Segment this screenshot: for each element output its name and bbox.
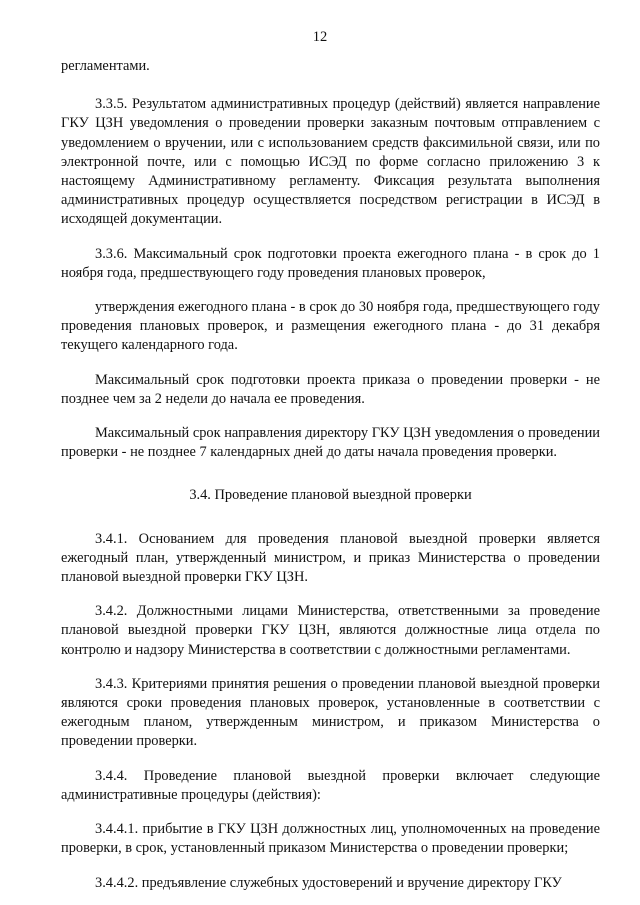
paragraph-3-4-2: 3.4.2. Должностными лицами Министерства, ответственными за проведение плановой выездной проверки ГКУ ЦЗН, являются должностные лица отдела по контролю и надзору Министерства в соответствии с должностными регламентами. bbox=[61, 603, 600, 658]
paragraph-3-4-4: 3.4.4. Проведение плановой выездной проверки включает следующие административные процедуры (действия): bbox=[61, 767, 600, 803]
paragraph-approval-deadline: утверждения ежегодного плана - в срок до 30 ноября года, предшествующего году проведения плановых проверок, и размещения ежегодного плана - до 31 декабря текущего календарного года. bbox=[61, 299, 600, 354]
page-number: 12 bbox=[312, 29, 328, 45]
paragraph-3-4-1: 3.4.1. Основанием для проведения плановой выездной проверки является ежегодный план, утвержденный министром, и приказ Министерства о проведении плановой выездной проверки ГКУ ЦЗН. bbox=[61, 530, 600, 586]
paragraph-3-4-4-1: 3.4.4.1. прибытие в ГКУ ЦЗН должностных лиц, уполномоченных на проведение проверки, в срок, установленный приказом Министерства о проведении проверки; bbox=[61, 821, 600, 857]
paragraph-order-deadline: Максимальный срок подготовки проекта приказа о проведении проверки - не позднее чем за 2 недели до начала ее проведения. bbox=[61, 371, 600, 407]
paragraph-3-4-3: 3.4.3. Критериями принятия решения о проведении плановой выездной проверки являются сроки проведения плановых проверок, установленные в соответствии с ежегодным планом, утвержденным министром, и приказом Министерства о проведении проверки. bbox=[61, 675, 600, 750]
paragraph-3-4-4-2: 3.4.4.2. предъявление служебных удостоверений и вручение директору ГКУ bbox=[95, 874, 562, 891]
paragraph-notification-deadline: Максимальный срок направления директору ГКУ ЦЗН уведомления о проведении проверки - не позднее 7 календарных дней до даты начала проведения проверки. bbox=[61, 425, 600, 461]
paragraph-end-of-previous: регламентами. bbox=[61, 58, 150, 74]
section-heading-3-4: 3.4. Проведение плановой выездной проверки bbox=[189, 487, 472, 504]
paragraph-3-3-6: 3.3.6. Максимальный срок подготовки проекта ежегодного плана - в срок до 1 ноября года, предшествующего году проведения плановых проверок, bbox=[61, 245, 600, 281]
document-body bbox=[61, 57, 600, 893]
paragraph-3-3-5: 3.3.5. Результатом административных процедур (действий) является направление ГКУ ЦЗН уведомления о проведении проверки заказным почтовым отправлением с уведомлением о вручении, или с использованием средств факсимильной связи, или по электронной почте, или с помощью ИСЭД по форме согласно приложению 3 к настоящему Административному регламенту. Фиксация результата выполнения административных процедур осуществляется посредством регистрации в ИСЭД в исходящей документации. bbox=[61, 96, 600, 228]
